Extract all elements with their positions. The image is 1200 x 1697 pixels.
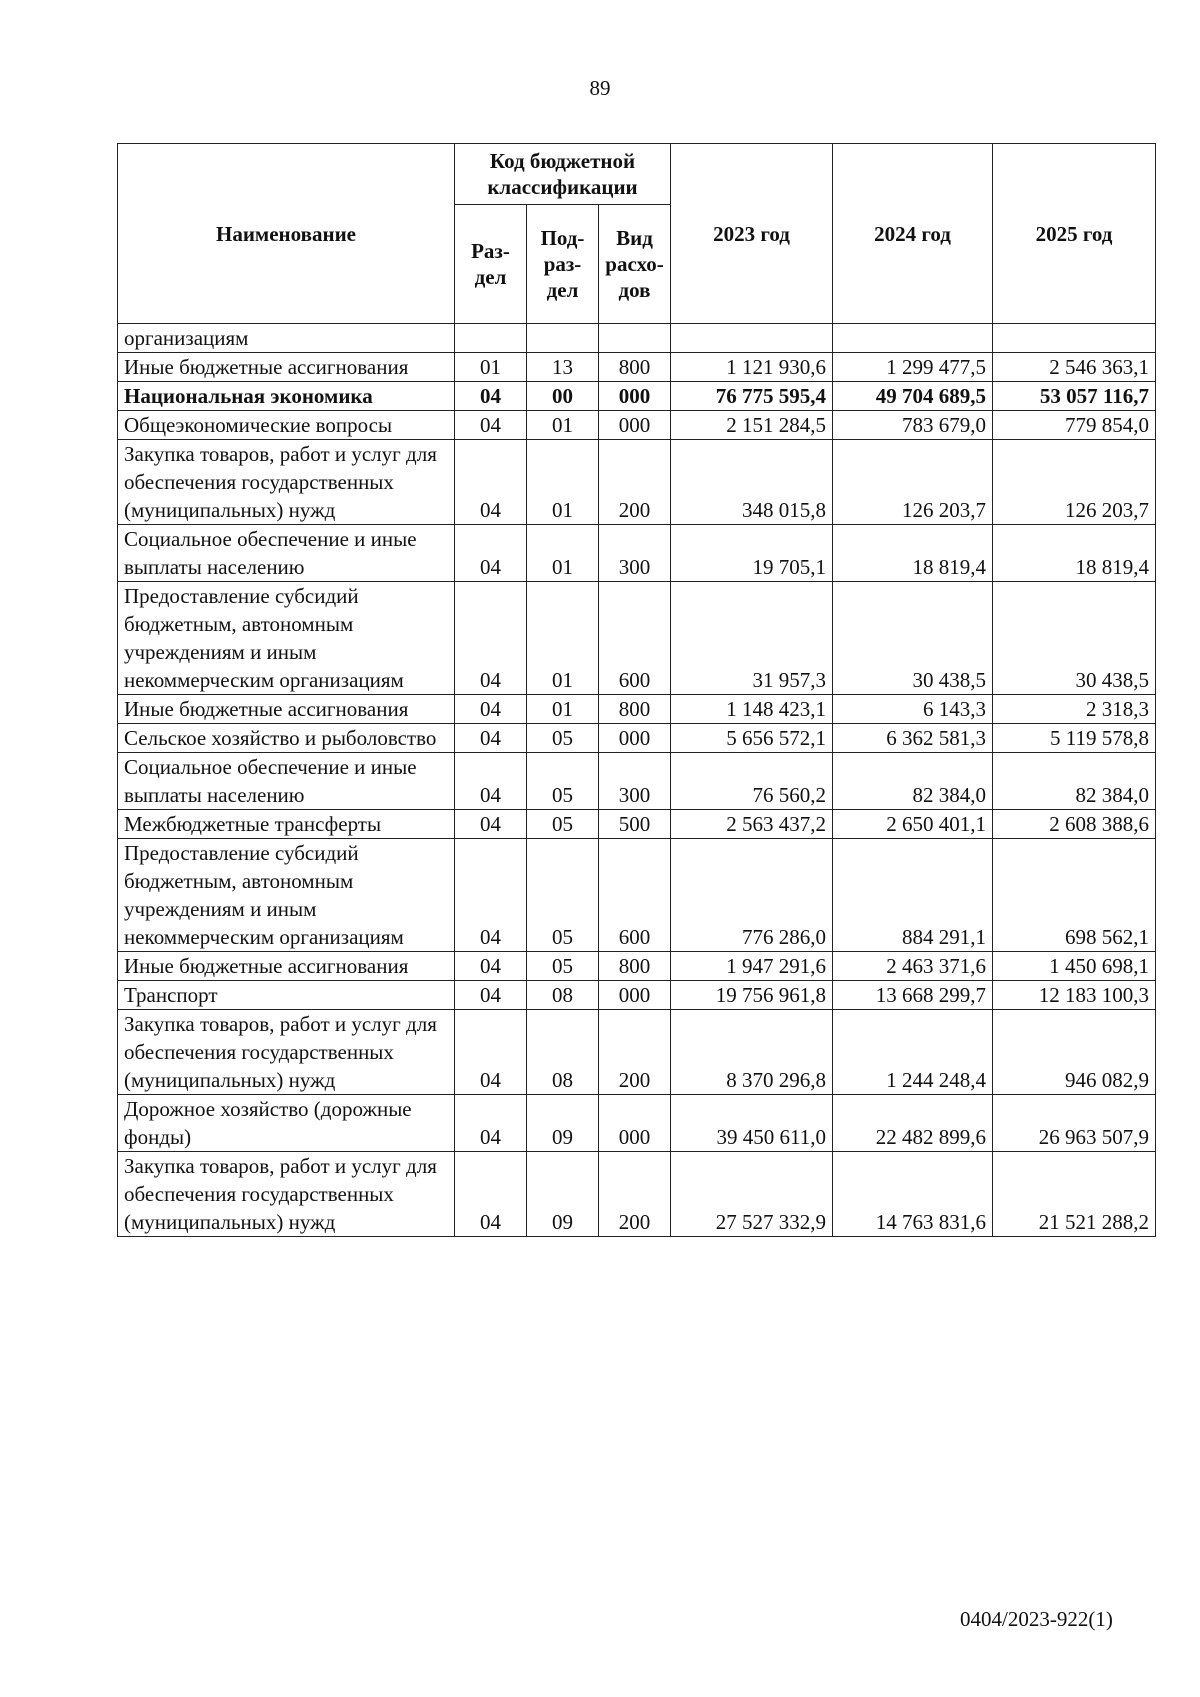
row-section: 04 xyxy=(455,695,527,724)
row-value-2025: 53 057 116,7 xyxy=(993,382,1156,411)
row-name: Предоставление субсидий бюджетным, автономным учреждениям и иным некоммерческим организациям xyxy=(118,582,455,695)
row-expense-type: 300 xyxy=(599,753,671,810)
row-name: Иные бюджетные ассигнования xyxy=(118,695,455,724)
row-value-2025: 779 854,0 xyxy=(993,411,1156,440)
row-section: 04 xyxy=(455,525,527,582)
row-value-2023: 2 151 284,5 xyxy=(671,411,833,440)
header-2025: 2025 год xyxy=(993,144,1156,324)
row-subsection xyxy=(527,324,599,353)
table-row xyxy=(118,324,1156,353)
row-name: Закупка товаров, работ и услуг для обеспечения государственных (муниципальных) нужд xyxy=(118,1152,455,1237)
table-row xyxy=(118,582,1156,695)
header-code-group: Код бюджетной классификации xyxy=(455,144,671,205)
row-value-2025: 2 546 363,1 xyxy=(993,353,1156,382)
row-expense-type: 000 xyxy=(599,411,671,440)
table-row xyxy=(118,1010,1156,1095)
row-name: Межбюджетные трансферты xyxy=(118,810,455,839)
row-section xyxy=(455,324,527,353)
row-value-2023: 776 286,0 xyxy=(671,839,833,952)
row-value-2023: 76 775 595,4 xyxy=(671,382,833,411)
row-value-2023: 2 563 437,2 xyxy=(671,810,833,839)
row-value-2024: 2 650 401,1 xyxy=(833,810,993,839)
row-value-2023: 1 121 930,6 xyxy=(671,353,833,382)
row-expense-type: 200 xyxy=(599,440,671,525)
row-subsection: 13 xyxy=(527,353,599,382)
row-name: Дорожное хозяйство (дорожные фонды) xyxy=(118,1095,455,1152)
table-row xyxy=(118,839,1156,952)
row-value-2024: 6 143,3 xyxy=(833,695,993,724)
row-subsection: 01 xyxy=(527,695,599,724)
row-name: организациям xyxy=(118,324,455,353)
row-value-2023: 31 957,3 xyxy=(671,582,833,695)
page-number: 89 xyxy=(589,76,611,100)
row-name: Сельское хозяйство и рыболовство xyxy=(118,724,455,753)
row-subsection: 05 xyxy=(527,753,599,810)
row-subsection: 05 xyxy=(527,810,599,839)
row-value-2023: 19 705,1 xyxy=(671,525,833,582)
document-code: 0404/2023-922(1) xyxy=(960,1607,1113,1631)
row-name: Социальное обеспечение и иные выплаты населению xyxy=(118,525,455,582)
row-subsection: 01 xyxy=(527,582,599,695)
row-value-2024: 2 463 371,6 xyxy=(833,952,993,981)
row-expense-type: 000 xyxy=(599,981,671,1010)
row-name: Общеэкономические вопросы xyxy=(118,411,455,440)
table-row xyxy=(118,1095,1156,1152)
row-value-2025: 1 450 698,1 xyxy=(993,952,1156,981)
row-subsection: 08 xyxy=(527,981,599,1010)
header-section: Раз-дел xyxy=(455,205,527,324)
row-value-2024: 30 438,5 xyxy=(833,582,993,695)
row-value-2024: 22 482 899,6 xyxy=(833,1095,993,1152)
row-expense-type: 500 xyxy=(599,810,671,839)
table-row xyxy=(118,753,1156,810)
row-value-2024: 783 679,0 xyxy=(833,411,993,440)
row-expense-type: 600 xyxy=(599,582,671,695)
row-value-2024: 1 299 477,5 xyxy=(833,353,993,382)
row-value-2025: 12 183 100,3 xyxy=(993,981,1156,1010)
table-row xyxy=(118,952,1156,981)
row-expense-type: 000 xyxy=(599,724,671,753)
row-subsection: 05 xyxy=(527,952,599,981)
row-value-2023: 348 015,8 xyxy=(671,440,833,525)
row-name: Закупка товаров, работ и услуг для обеспечения государственных (муниципальных) нужд xyxy=(118,440,455,525)
row-subsection: 01 xyxy=(527,411,599,440)
row-value-2023 xyxy=(671,324,833,353)
row-section: 04 xyxy=(455,839,527,952)
row-subsection: 09 xyxy=(527,1152,599,1237)
row-value-2024: 1 244 248,4 xyxy=(833,1010,993,1095)
table-row xyxy=(118,382,1156,411)
row-value-2025: 21 521 288,2 xyxy=(993,1152,1156,1237)
row-expense-type: 600 xyxy=(599,839,671,952)
row-value-2024 xyxy=(833,324,993,353)
row-value-2025: 5 119 578,8 xyxy=(993,724,1156,753)
row-value-2025 xyxy=(993,324,1156,353)
header-2024: 2024 год xyxy=(833,144,993,324)
row-section: 04 xyxy=(455,724,527,753)
row-value-2025: 26 963 507,9 xyxy=(993,1095,1156,1152)
row-expense-type: 800 xyxy=(599,695,671,724)
table-row xyxy=(118,411,1156,440)
row-value-2023: 27 527 332,9 xyxy=(671,1152,833,1237)
row-expense-type: 200 xyxy=(599,1010,671,1095)
row-section: 04 xyxy=(455,1095,527,1152)
row-value-2024: 82 384,0 xyxy=(833,753,993,810)
table-body xyxy=(118,324,1156,1237)
table-row xyxy=(118,1152,1156,1237)
row-subsection: 00 xyxy=(527,382,599,411)
row-value-2024: 6 362 581,3 xyxy=(833,724,993,753)
table-row xyxy=(118,724,1156,753)
row-section: 04 xyxy=(455,440,527,525)
row-value-2025: 126 203,7 xyxy=(993,440,1156,525)
row-value-2025: 698 562,1 xyxy=(993,839,1156,952)
row-value-2025: 2 608 388,6 xyxy=(993,810,1156,839)
header-name: Наименование xyxy=(118,144,455,324)
row-expense-type: 800 xyxy=(599,952,671,981)
row-value-2024: 884 291,1 xyxy=(833,839,993,952)
row-section: 01 xyxy=(455,353,527,382)
row-expense-type: 800 xyxy=(599,353,671,382)
row-name: Национальная экономика xyxy=(118,382,455,411)
row-name: Иные бюджетные ассигнования xyxy=(118,952,455,981)
row-value-2023: 5 656 572,1 xyxy=(671,724,833,753)
row-section: 04 xyxy=(455,753,527,810)
row-subsection: 05 xyxy=(527,839,599,952)
table-row xyxy=(118,810,1156,839)
row-value-2024: 18 819,4 xyxy=(833,525,993,582)
row-value-2025: 30 438,5 xyxy=(993,582,1156,695)
row-section: 04 xyxy=(455,411,527,440)
row-subsection: 08 xyxy=(527,1010,599,1095)
row-name: Закупка товаров, работ и услуг для обеспечения государственных (муниципальных) нужд xyxy=(118,1010,455,1095)
row-value-2025: 82 384,0 xyxy=(993,753,1156,810)
row-value-2024: 14 763 831,6 xyxy=(833,1152,993,1237)
table-row xyxy=(118,981,1156,1010)
header-2023: 2023 год xyxy=(671,144,833,324)
table-row xyxy=(118,695,1156,724)
row-expense-type: 000 xyxy=(599,1095,671,1152)
row-section: 04 xyxy=(455,1010,527,1095)
row-section: 04 xyxy=(455,1152,527,1237)
row-section: 04 xyxy=(455,952,527,981)
table-row xyxy=(118,440,1156,525)
row-value-2024: 126 203,7 xyxy=(833,440,993,525)
row-section: 04 xyxy=(455,382,527,411)
row-expense-type xyxy=(599,324,671,353)
row-value-2023: 76 560,2 xyxy=(671,753,833,810)
header-subsection: Под-раз-дел xyxy=(527,205,599,324)
row-value-2025: 18 819,4 xyxy=(993,525,1156,582)
table-row xyxy=(118,353,1156,382)
row-name: Социальное обеспечение и иные выплаты населению xyxy=(118,753,455,810)
row-value-2024: 49 704 689,5 xyxy=(833,382,993,411)
row-value-2025: 946 082,9 xyxy=(993,1010,1156,1095)
row-subsection: 01 xyxy=(527,440,599,525)
row-expense-type: 300 xyxy=(599,525,671,582)
row-section: 04 xyxy=(455,981,527,1010)
row-section: 04 xyxy=(455,582,527,695)
row-value-2024: 13 668 299,7 xyxy=(833,981,993,1010)
row-value-2023: 39 450 611,0 xyxy=(671,1095,833,1152)
row-section: 04 xyxy=(455,810,527,839)
row-expense-type: 200 xyxy=(599,1152,671,1237)
row-value-2023: 19 756 961,8 xyxy=(671,981,833,1010)
header-expense-type: Вид расхо-дов xyxy=(599,205,671,324)
row-value-2023: 1 148 423,1 xyxy=(671,695,833,724)
row-value-2023: 8 370 296,8 xyxy=(671,1010,833,1095)
row-subsection: 09 xyxy=(527,1095,599,1152)
row-value-2023: 1 947 291,6 xyxy=(671,952,833,981)
row-expense-type: 000 xyxy=(599,382,671,411)
row-name: Иные бюджетные ассигнования xyxy=(118,353,455,382)
row-name: Предоставление субсидий бюджетным, автономным учреждениям и иным некоммерческим организациям xyxy=(118,839,455,952)
table-row xyxy=(118,525,1156,582)
row-subsection: 05 xyxy=(527,724,599,753)
budget-table xyxy=(117,143,1156,1237)
row-value-2025: 2 318,3 xyxy=(993,695,1156,724)
row-subsection: 01 xyxy=(527,525,599,582)
row-name: Транспорт xyxy=(118,981,455,1010)
